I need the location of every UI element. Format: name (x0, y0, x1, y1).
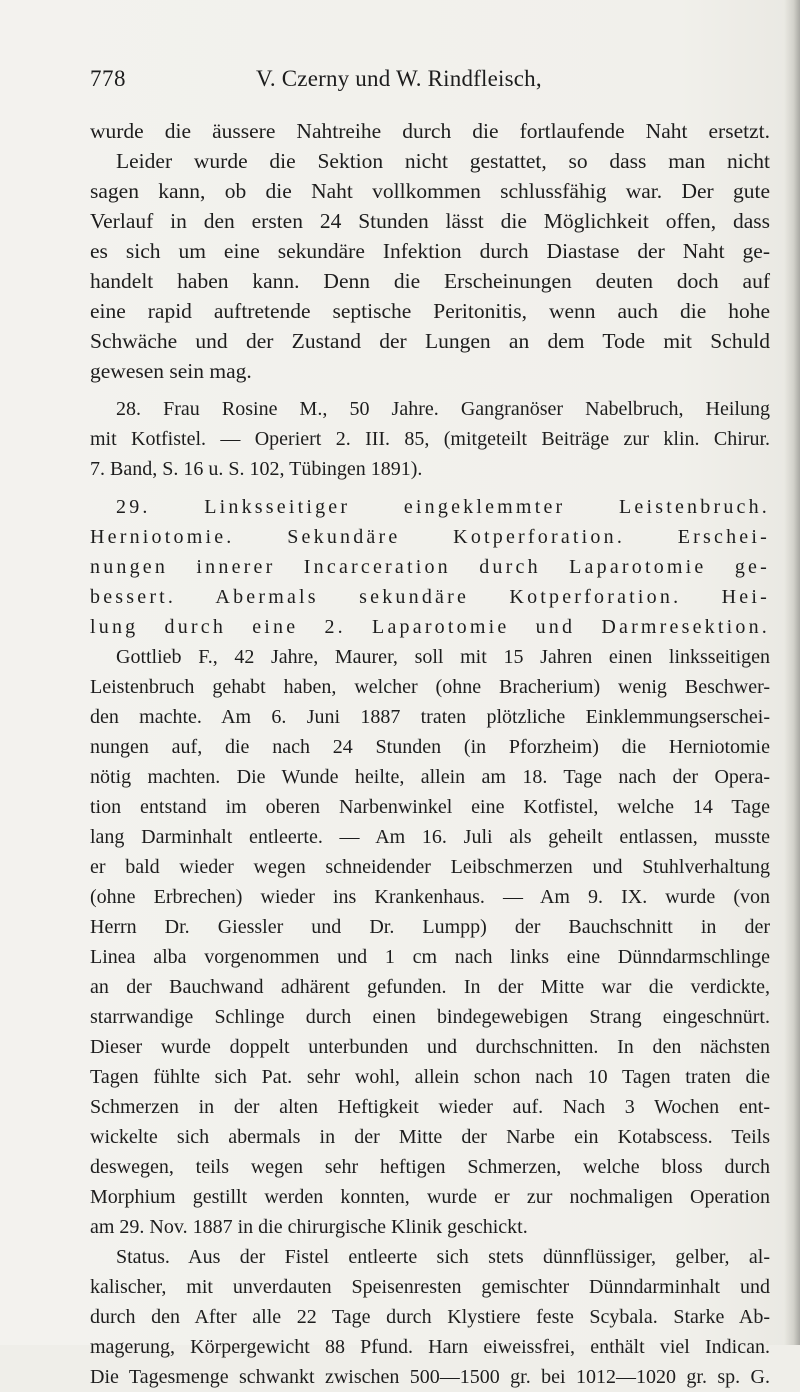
text-line: Linea alba vorgenommen und 1 cm nach links eine Dünndarmschlinge (90, 946, 770, 968)
text-line: den machte. Am 6. Juni 1887 traten plötzliche Einklemmungserschei- (90, 706, 770, 728)
running-title: V. Czerny und W. Rindfleisch, (256, 66, 542, 91)
text-line: Dieser wurde doppelt unterbunden und durchschnitten. In den nächsten (90, 1036, 770, 1058)
text-line: es sich um eine sekundäre Infektion durch Diastase der Naht ge- (90, 239, 770, 263)
case-heading-28: 28. Frau Rosine M., 50 Jahre. Gangranöser Nabelbruch, Heilung (116, 398, 770, 420)
case-heading-29: lung durch eine 2. Laparotomie und Darmresektion. (90, 616, 770, 638)
case-heading-29: bessert. Abermals sekundäre Kotperforation. Hei- (90, 586, 770, 608)
text-line: er bald wieder wegen schneidender Leibschmerzen und Stuhlverhaltung (90, 856, 770, 878)
text-line: lang Darminhalt entleerte. — Am 16. Juli als geheilt entlassen, musste (90, 826, 770, 848)
text-line: nungen auf, die nach 24 Stunden (in Pforzheim) die Herniotomie (90, 736, 770, 758)
text-line: Herrn Dr. Giessler und Dr. Lumpp) der Bauchschnitt in der (90, 916, 770, 938)
text-line: Schmerzen in der alten Heftigkeit wieder auf. Nach 3 Wochen ent- (90, 1096, 770, 1118)
text-line: Morphium gestillt werden konnten, wurde er zur nochmaligen Operation (90, 1186, 770, 1208)
text-line: wickelte sich abermals in der Mitte der Narbe ein Kotabscess. Teils (90, 1126, 770, 1148)
text-line: magerung, Körpergewicht 88 Pfund. Harn eiweissfrei, enthält viel Indican. (90, 1336, 770, 1358)
text-line: (ohne Erbrechen) wieder ins Krankenhaus. — Am 9. IX. wurde (von (90, 886, 770, 908)
case-heading-29: nungen innerer Incarceration durch Laparotomie ge- (90, 556, 770, 578)
text-line: Schwäche und der Zustand der Lungen an dem Tode mit Schuld (90, 329, 770, 353)
text-line: gewesen sein mag. (90, 359, 252, 383)
text-line: tion entstand im oberen Narbenwinkel eine Kotfistel, welche 14 Tage (90, 796, 770, 818)
text-line: durch den After alle 22 Tage durch Klystiere feste Scybala. Starke Ab- (90, 1306, 770, 1328)
text-line: Leider wurde die Sektion nicht gestattet, so dass man nicht (116, 149, 770, 173)
text-line: wurde die äussere Nahtreihe durch die fortlaufende Naht ersetzt. (90, 119, 770, 143)
page-number: 778 (90, 66, 126, 91)
text-line: nötig machten. Die Wunde heilte, allein am 18. Tage nach der Opera- (90, 766, 770, 788)
text-line: mit Kotfistel. — Operiert 2. III. 85, (mitgeteilt Beiträge zur klin. Chirur. (90, 428, 770, 450)
case-heading-29: 29. Linksseitiger eingeklemmter Leistenbruch. (116, 496, 770, 518)
text-line: Gottlieb F., 42 Jahre, Maurer, soll mit 15 Jahren einen linksseitigen (116, 646, 770, 668)
text-line: kalischer, mit unverdauten Speisenresten gemischter Dünndarminhalt und (90, 1276, 770, 1298)
text-line: am 29. Nov. 1887 in die chirurgische Klinik geschickt. (90, 1216, 528, 1238)
text-line: eine rapid auftretende septische Peritonitis, wenn auch die hohe (90, 299, 770, 323)
text-line: Verlauf in den ersten 24 Stunden lässt die Möglichkeit offen, dass (90, 209, 770, 233)
text-line: Leistenbruch gehabt haben, welcher (ohne Bracherium) wenig Beschwer- (90, 676, 770, 698)
page-header (80, 62, 760, 102)
text-line: handelt haben kann. Denn die Erscheinungen deuten doch auf (90, 269, 770, 293)
text-line: sagen kann, ob die Naht vollkommen schlussfähig war. Der gute (90, 179, 770, 203)
text-line: starrwandige Schlinge durch einen bindegewebigen Strang eingeschnürt. (90, 1006, 770, 1028)
text-line: 7. Band, S. 16 u. S. 102, Tübingen 1891). (90, 458, 423, 480)
text-line: Tagen fühlte sich Pat. sehr wohl, allein schon nach 10 Tagen traten die (90, 1066, 770, 1088)
case-heading-29: Herniotomie. Sekundäre Kotperforation. Erschei- (90, 526, 770, 548)
text-line: an der Bauchwand adhärent gefunden. In der Mitte war die verdickte, (90, 976, 770, 998)
text-line: Status. Aus der Fistel entleerte sich stets dünnflüssiger, gelber, al- (116, 1246, 770, 1268)
page-edge-shadow (784, 0, 800, 1345)
body-text (90, 116, 770, 1392)
text-line: deswegen, teils wegen sehr heftigen Schmerzen, welche bloss durch (90, 1156, 770, 1178)
text-line: Die Tagesmenge schwankt zwischen 500—1500 gr. bei 1012—1020 gr. sp. G. (90, 1366, 770, 1388)
